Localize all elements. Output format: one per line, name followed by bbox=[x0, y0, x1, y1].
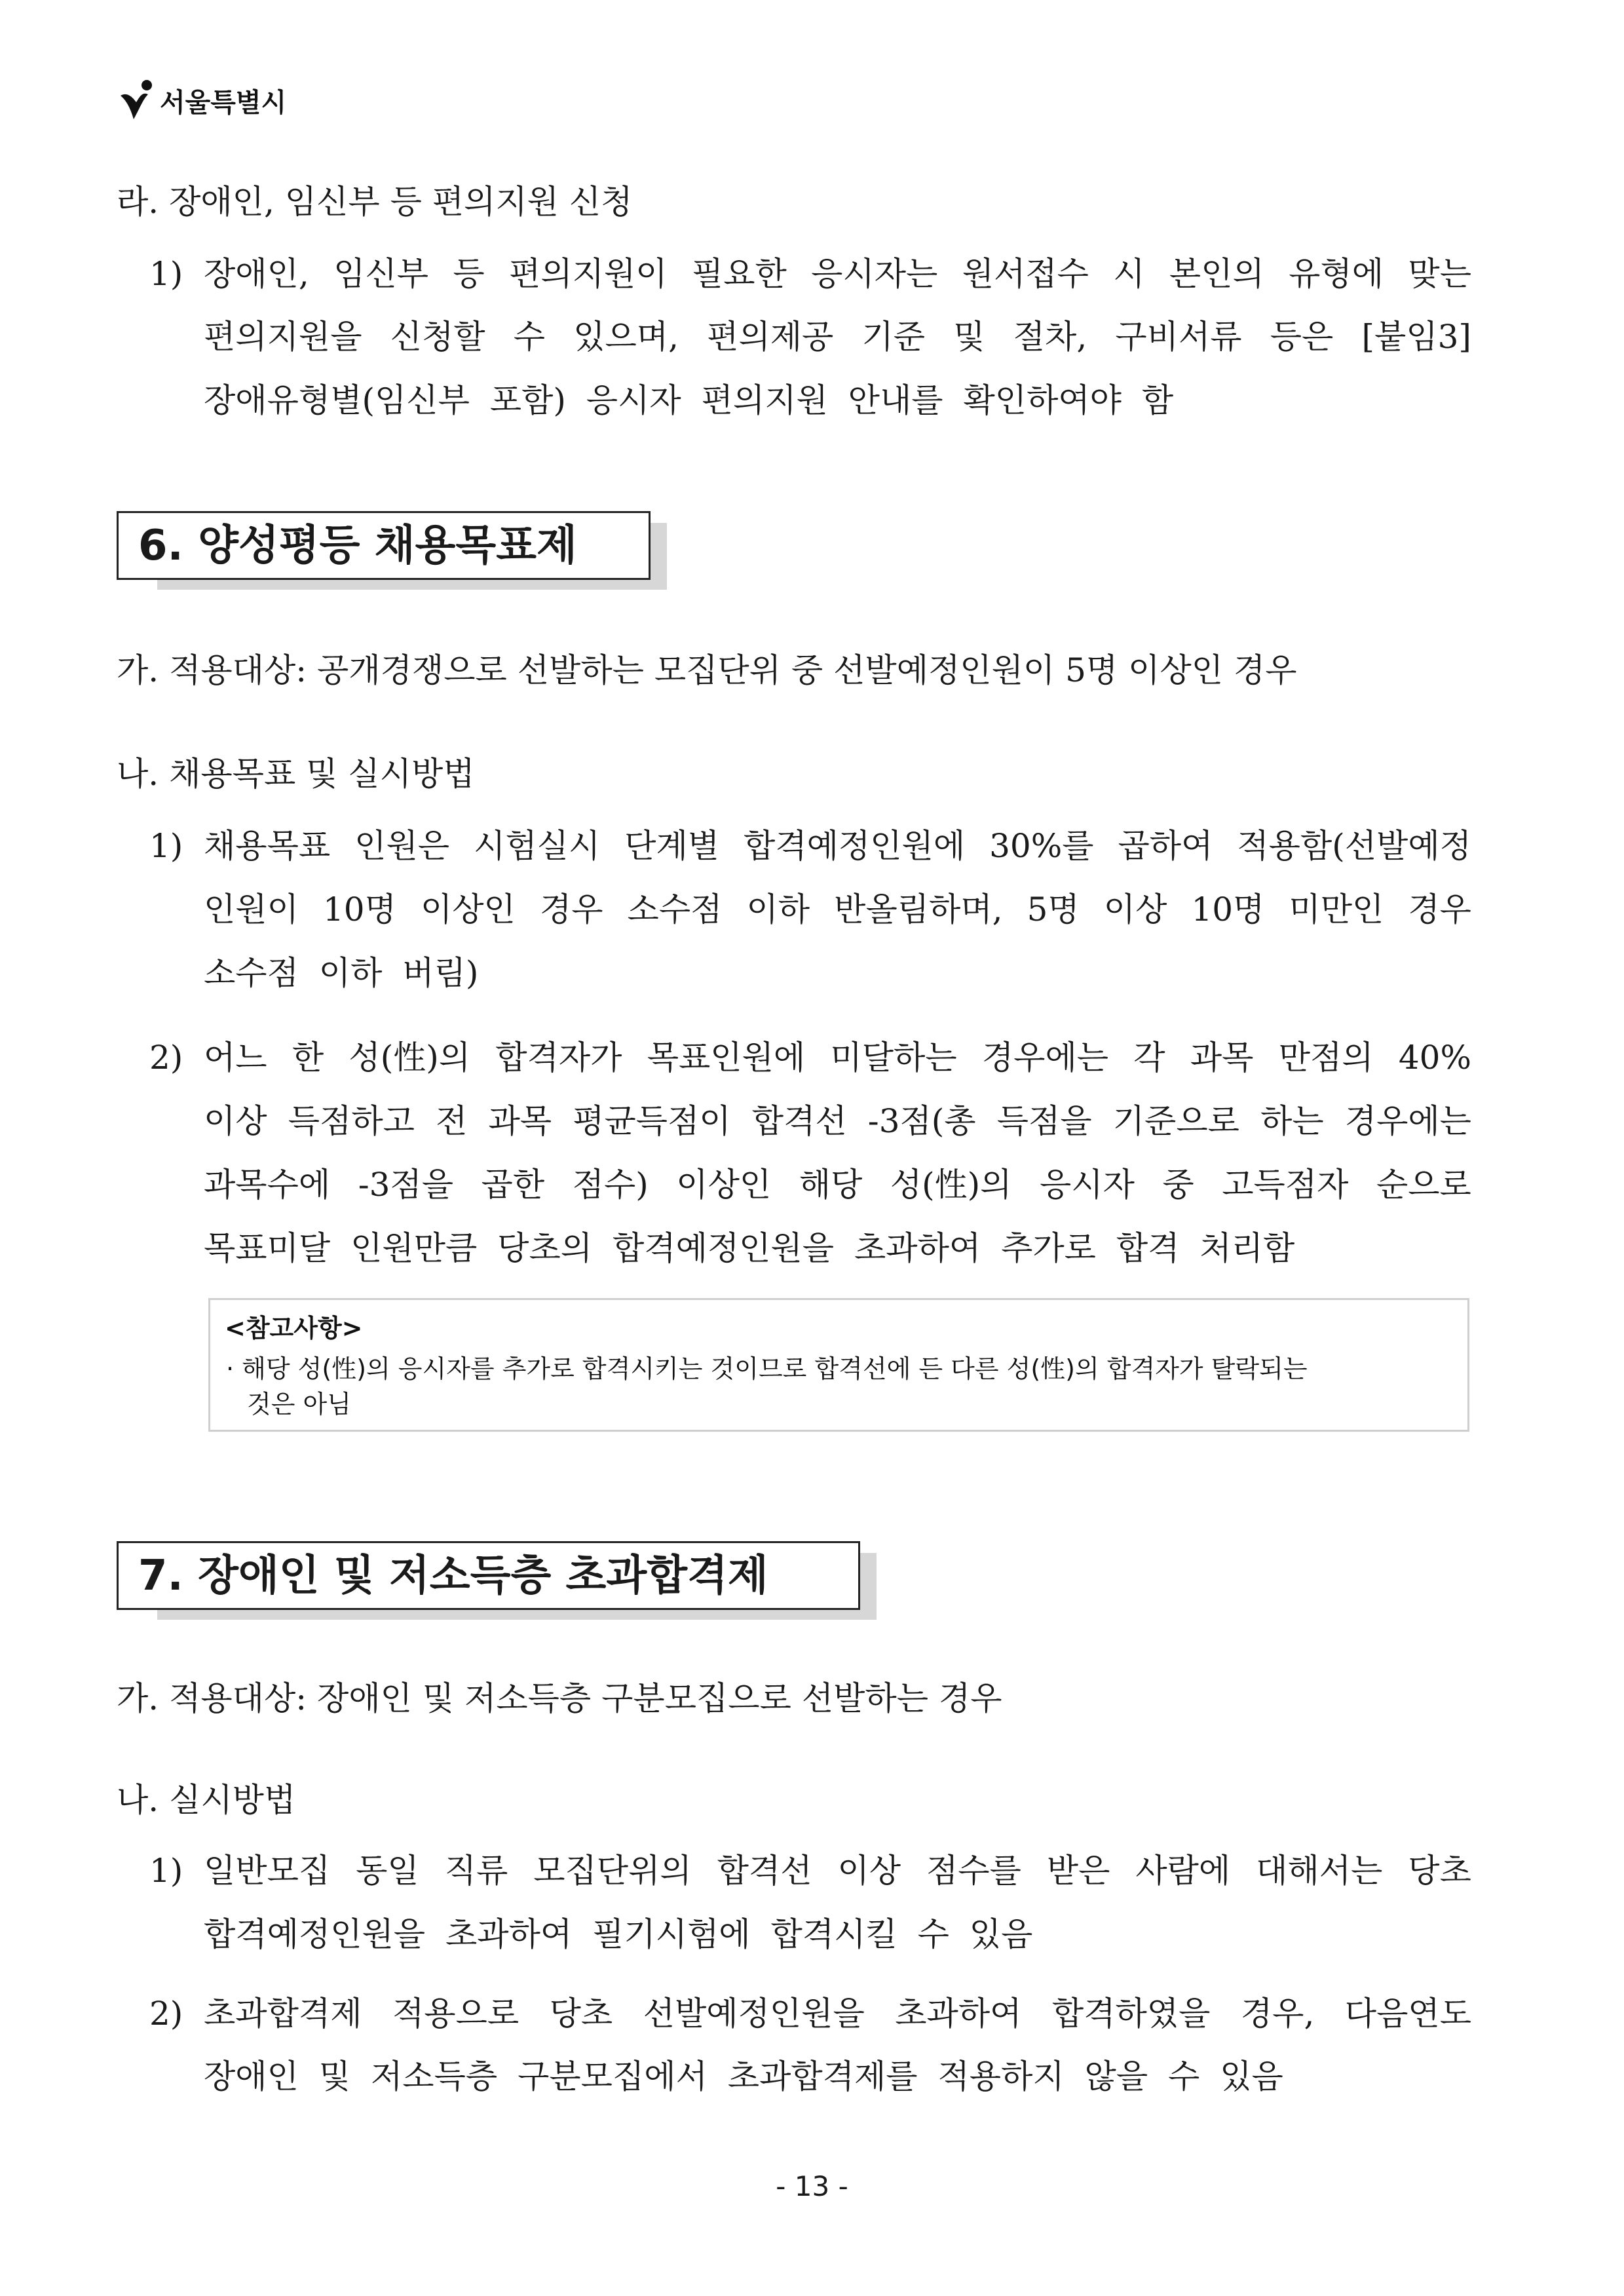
section-ga-6: 가. 적용대상: 공개경쟁으로 선발하는 모집단위 중 선발예정인원이 5명 이상인 경우 bbox=[117, 651, 1297, 689]
item-line: 이상 득점하고 전 과목 평균득점이 합격선 -3점(총 득점을 기준으로 하는 경우에는 bbox=[204, 1102, 1471, 1140]
section-na-6: 나. 채용목표 및 실시방법 bbox=[117, 755, 475, 793]
item-line: 장애인, 임신부 등 편의지원이 필요한 응시자는 원서접수 시 본인의 유형에 맞는 bbox=[204, 255, 1471, 293]
item-number: 2) bbox=[149, 1039, 183, 1077]
list-item-cont bbox=[149, 381, 1473, 419]
note-line: · 해당 성(性)의 응시자를 추가로 합격시키는 것이므로 합격선에 든 다른 성(性)의 합격자가 탈락되는 bbox=[226, 1354, 1308, 1383]
list-item-cont bbox=[149, 954, 1473, 992]
list-item-cont bbox=[149, 1915, 1473, 1953]
list-item-cont bbox=[149, 2057, 1473, 2095]
item-line: 과목수에 -3점을 곱한 점수) 이상인 해당 성(性)의 응시자 중 고득점자 순으로 bbox=[204, 1166, 1471, 1204]
item-line: 장애인 및 저소득층 구분모집에서 초과합격제를 적용하지 않을 수 있음 bbox=[204, 2057, 1283, 2095]
item-line: 소수점 이하 버림) bbox=[204, 954, 479, 992]
item-line: 채용목표 인원은 시험실시 단계별 합격예정인원에 30%를 곱하여 적용함(선발예정 bbox=[204, 827, 1471, 865]
item-number: 1) bbox=[149, 255, 183, 293]
reference-note-box bbox=[208, 1298, 1469, 1432]
seoul-logo bbox=[117, 77, 286, 123]
item-number: 2) bbox=[149, 1995, 183, 2033]
list-item-cont bbox=[149, 1229, 1473, 1267]
note-title: <참고사항> bbox=[225, 1314, 363, 1343]
item-line: 합격예정인원을 초과하여 필기시험에 합격시킬 수 있음 bbox=[204, 1915, 1033, 1953]
list-item-cont bbox=[149, 318, 1473, 356]
page-number: - 13 - bbox=[776, 2170, 848, 2202]
item-line: 장애유형별(임신부 포함) 응시자 편의지원 안내를 확인하여야 함 bbox=[204, 381, 1174, 419]
heading-7-box bbox=[117, 1541, 877, 1620]
seoul-logo-icon bbox=[117, 77, 159, 123]
section-ra-title: 라. 장애인, 임신부 등 편의지원 신청 bbox=[117, 183, 633, 221]
item-line: 목표미달 인원만큼 당초의 합격예정인원을 초과하여 추가로 합격 처리함 bbox=[204, 1229, 1295, 1267]
list-item bbox=[149, 255, 1473, 293]
list-item bbox=[149, 1039, 1473, 1077]
heading-6-box bbox=[117, 511, 667, 590]
note-line: 것은 아님 bbox=[247, 1390, 351, 1419]
list-item bbox=[149, 827, 1473, 865]
list-item-cont bbox=[149, 890, 1473, 928]
item-line: 인원이 10명 이상인 경우 소수점 이하 반올림하며, 5명 이상 10명 미만인 경우 bbox=[204, 890, 1471, 928]
list-item bbox=[149, 1995, 1473, 2033]
item-number: 1) bbox=[149, 827, 183, 865]
list-item-cont bbox=[149, 1102, 1473, 1140]
heading-7: 7. 장애인 및 저소득층 초과합격제 bbox=[117, 1541, 860, 1610]
logo-text: 서울특별시 bbox=[160, 87, 287, 118]
item-line: 편의지원을 신청할 수 있으며, 편의제공 기준 및 절차, 구비서류 등은 [붙임3] bbox=[204, 318, 1471, 356]
heading-6: 6. 양성평등 채용목표제 bbox=[117, 511, 651, 580]
section-ga-7: 가. 적용대상: 장애인 및 저소득층 구분모집으로 선발하는 경우 bbox=[117, 1679, 1002, 1717]
item-line: 초과합격제 적용으로 당초 선발예정인원을 초과하여 합격하였을 경우, 다음연도 bbox=[204, 1995, 1471, 2033]
list-item-cont bbox=[149, 1166, 1473, 1204]
section-na-7: 나. 실시방법 bbox=[117, 1781, 296, 1819]
item-line: 일반모집 동일 직류 모집단위의 합격선 이상 점수를 받은 사람에 대해서는 당초 bbox=[204, 1852, 1471, 1890]
list-item bbox=[149, 1852, 1473, 1890]
item-number: 1) bbox=[149, 1852, 183, 1890]
item-line: 어느 한 성(性)의 합격자가 목표인원에 미달하는 경우에는 각 과목 만점의 40% bbox=[204, 1039, 1471, 1077]
